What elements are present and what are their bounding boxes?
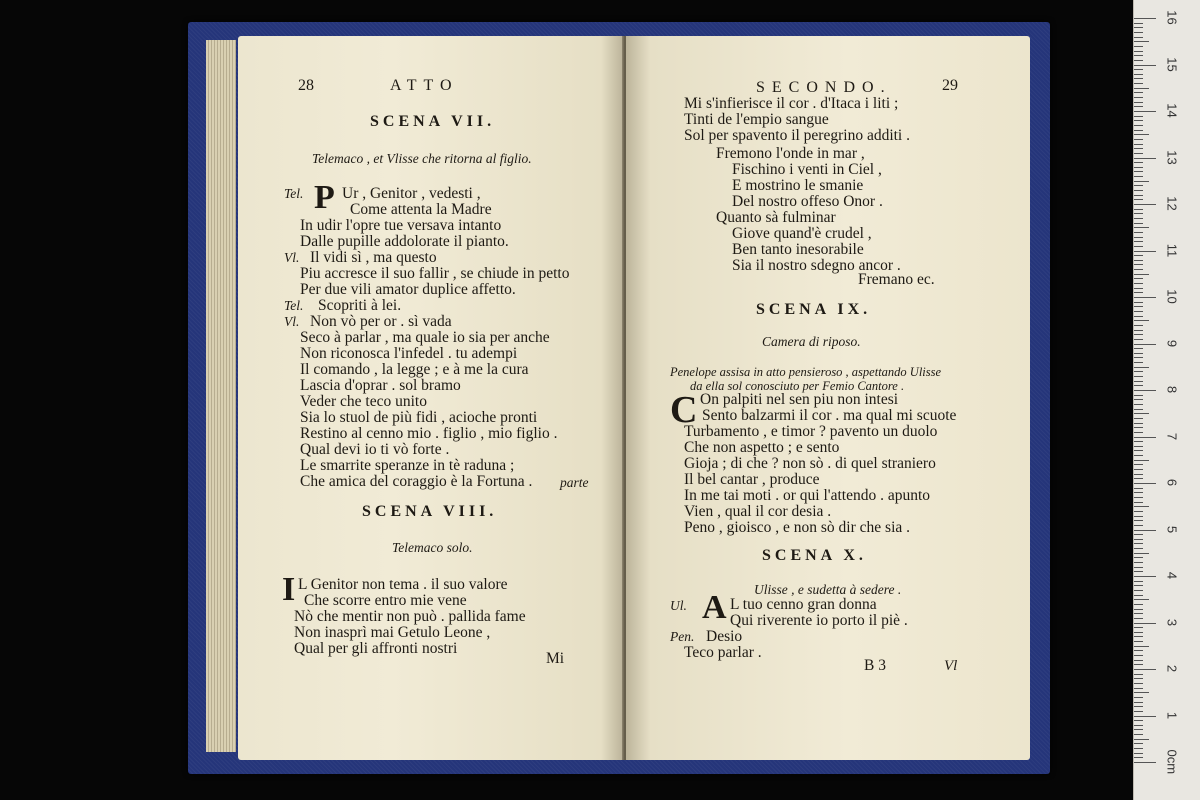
measurement-ruler [1133, 0, 1200, 800]
verse-line: In udir l'opre tue versava intanto [300, 217, 502, 234]
verse-line: Turbamento , e timor ? pavento un duolo [684, 423, 938, 440]
verse-line: Sol per spavento il peregrino additi . [684, 127, 910, 144]
ruler-tick [1134, 669, 1156, 670]
ruler-tick [1134, 260, 1143, 261]
ruler-tick [1134, 753, 1143, 754]
ruler-tick [1134, 185, 1143, 186]
ruler-tick [1134, 483, 1156, 484]
ruler-tick [1134, 450, 1143, 451]
ruler-tick [1134, 650, 1143, 651]
ruler-tick [1134, 278, 1143, 279]
ruler-tick [1134, 427, 1143, 428]
aria-line: Sia il nostro sdegno ancor . [732, 257, 901, 274]
ruler-tick [1134, 664, 1143, 665]
ruler-tick [1134, 469, 1143, 470]
ruler-tick [1134, 120, 1143, 121]
ruler-tick [1134, 376, 1143, 377]
verse-line: Non vò per or . sì vada [310, 313, 452, 330]
ruler-tick [1134, 134, 1149, 135]
ruler-tick [1134, 190, 1143, 191]
aria-line: Giove quand'è crudel , [732, 225, 872, 242]
ruler-tick [1134, 227, 1149, 228]
ruler-tick [1134, 102, 1143, 103]
ruler-label: 5 [1164, 525, 1180, 533]
ruler-tick [1134, 571, 1143, 572]
drop-cap: I [282, 571, 296, 608]
ruler-tick [1134, 762, 1156, 763]
stage-direction: Ulisse , e sudetta à sedere . [754, 582, 902, 597]
aria-da-capo: Fremano ec. [858, 271, 935, 288]
stage-direction: Telemaco , et Vlisse che ritorna al figlio. [312, 151, 532, 166]
verse-line: Seco à parlar , ma quale io sia per anche [300, 329, 550, 346]
ruler-tick [1134, 395, 1143, 396]
ruler-tick [1134, 381, 1143, 382]
ruler-tick [1134, 371, 1143, 372]
ruler-tick [1134, 441, 1143, 442]
ruler-tick [1134, 348, 1143, 349]
verse-line: Vien , qual il cor desia . [684, 503, 832, 520]
ruler-tick [1134, 251, 1156, 252]
ruler-tick [1134, 246, 1143, 247]
verse-line: Il vidi sì , ma questo [310, 249, 437, 266]
ruler-tick [1134, 60, 1143, 61]
ruler-tick [1134, 595, 1143, 596]
ruler-tick [1134, 567, 1143, 568]
ruler-tick [1134, 623, 1156, 624]
aria-line: Quanto sà fulminar [716, 209, 836, 226]
ruler-tick [1134, 585, 1143, 586]
ruler-tick [1134, 325, 1143, 326]
ruler-tick [1134, 478, 1143, 479]
ruler-tick [1134, 297, 1156, 298]
ruler-tick [1134, 627, 1143, 628]
verse-line: Qui riverente io porto il piè . [730, 612, 908, 629]
ruler-tick [1134, 357, 1143, 358]
ruler-tick [1134, 488, 1143, 489]
ruler-tick [1134, 181, 1149, 182]
verse-line: Tinti de l'empio sangue [684, 111, 829, 128]
ruler-tick [1134, 23, 1143, 24]
verse-line: Sento balzarmi il cor . ma qual mi scuote [702, 407, 957, 424]
speaker-label: Vl. [284, 314, 300, 329]
ruler-tick [1134, 711, 1143, 712]
ruler-tick [1134, 548, 1143, 549]
ruler-tick [1134, 302, 1143, 303]
drop-cap: A [702, 589, 727, 626]
ruler-tick [1134, 720, 1143, 721]
ruler-tick [1134, 725, 1143, 726]
ruler-tick [1134, 274, 1149, 275]
ruler-tick [1134, 618, 1143, 619]
ruler-label: 0cm [1164, 749, 1180, 775]
ruler-tick [1134, 106, 1143, 107]
ruler-tick [1134, 734, 1143, 735]
verse-line: Restino al cenno mio . figlio , mio figlio . [300, 425, 558, 442]
ruler-tick [1134, 51, 1143, 52]
ruler-tick [1134, 636, 1143, 637]
stage-direction: Telemaco solo. [392, 540, 473, 555]
ruler-tick [1134, 241, 1143, 242]
ruler-tick [1134, 655, 1143, 656]
ruler-tick [1134, 539, 1143, 540]
ruler-tick [1134, 446, 1143, 447]
ruler-tick [1134, 139, 1143, 140]
scene-heading: SCENA X. [762, 547, 867, 564]
verse-line: Lascia d'oprar . sol bramo [300, 377, 461, 394]
ruler-tick [1134, 32, 1143, 33]
ruler-tick [1134, 204, 1156, 205]
verse-line: Sia lo stuol de più fidi , acioche pronti [300, 409, 538, 426]
speaker-label: Pen. [670, 629, 695, 644]
ruler-tick [1134, 692, 1149, 693]
verse-line: Non inasprì mai Getulo Leone , [294, 624, 491, 641]
catchword: Vl [944, 658, 958, 674]
verse-line: Scopriti à lei. [318, 297, 402, 314]
ruler-tick [1134, 283, 1143, 284]
ruler-tick [1134, 390, 1156, 391]
scene-heading: SCENA VII. [370, 113, 496, 130]
aria-line: Ben tanto inesorabile [732, 241, 864, 258]
ruler-tick [1134, 553, 1149, 554]
ruler-tick [1134, 199, 1143, 200]
speaker-label: Tel. [284, 186, 304, 201]
left-page [238, 36, 624, 760]
ruler-label: 13 [1164, 149, 1180, 165]
ruler-tick [1134, 158, 1156, 159]
ruler-tick [1134, 125, 1143, 126]
ruler-tick [1134, 46, 1143, 47]
ruler-tick [1134, 674, 1143, 675]
page-number: 29 [942, 77, 958, 94]
ruler-tick [1134, 171, 1143, 172]
ruler-tick [1134, 37, 1143, 38]
ruler-tick [1134, 590, 1143, 591]
aria-line: E mostrino le smanie [732, 177, 864, 194]
verse-line: Non riconosca l'infedel . tu adempi [300, 345, 518, 362]
ruler-tick [1134, 455, 1143, 456]
page-number: 28 [298, 77, 314, 94]
ruler-tick [1134, 269, 1143, 270]
drop-cap: P [314, 179, 335, 216]
verse-line: Le smarrite speranze in tè raduna ; [300, 457, 515, 474]
ruler-tick [1134, 330, 1143, 331]
ruler-tick [1134, 660, 1143, 661]
ruler-tick [1134, 702, 1143, 703]
verse-line: Gioja ; di che ? non sò . di quel straniero [684, 455, 936, 472]
ruler-tick [1134, 162, 1143, 163]
ruler-tick [1134, 506, 1149, 507]
verse-line: Il comando , la legge ; e à me la cura [300, 361, 529, 378]
ruler-tick [1134, 41, 1149, 42]
verse-line: On palpiti nel sen piu non intesi [700, 391, 899, 408]
verse-line: Ur , Genitor , vedesti , [342, 185, 481, 202]
ruler-tick [1134, 264, 1143, 265]
catchword: Mi [546, 650, 565, 667]
verse-line: Che amica del coraggio è la Fortuna . [300, 473, 533, 490]
running-head: SECONDO. [756, 79, 892, 96]
ruler-tick [1134, 632, 1143, 633]
ruler-label: 4 [1164, 571, 1180, 580]
ruler-tick [1134, 525, 1143, 526]
page-edges [206, 40, 236, 752]
signature-mark: B 3 [864, 657, 886, 674]
speaker-label: Vl. [284, 250, 300, 265]
verse-line: Veder che teco unito [300, 393, 427, 410]
ruler-tick [1134, 697, 1143, 698]
ruler-tick [1134, 223, 1143, 224]
ruler-tick [1134, 116, 1143, 117]
ruler-tick [1134, 92, 1143, 93]
verse-line: Che scorre entro mie vene [304, 592, 467, 609]
ruler-tick [1134, 557, 1143, 558]
ruler-label: 11 [1164, 243, 1180, 257]
verse-line: Nò che mentir non può . pallida fame [294, 608, 526, 625]
verse-line: In me tai moti . or qui l'attendo . apunto [684, 487, 931, 504]
ruler-tick [1134, 516, 1143, 517]
ruler-tick [1134, 613, 1143, 614]
ruler-tick [1134, 367, 1149, 368]
ruler-tick [1134, 464, 1143, 465]
ruler-tick [1134, 130, 1143, 131]
ruler-tick [1134, 437, 1156, 438]
ruler-tick [1134, 743, 1143, 744]
stage-direction: da ella sol conosciuto per Femio Cantore . [690, 379, 905, 393]
ruler-tick [1134, 576, 1156, 577]
ruler-label: 8 [1164, 385, 1180, 394]
ruler-tick [1134, 27, 1143, 28]
ruler-tick [1134, 320, 1149, 321]
ruler-label: 14 [1164, 103, 1180, 118]
ruler-tick [1134, 409, 1143, 410]
verse-line: Desio [706, 628, 743, 645]
aria-line: Del nostro offeso Onor . [732, 193, 883, 210]
ruler-tick [1134, 581, 1143, 582]
ruler-tick [1134, 729, 1143, 730]
running-head: ATTO [390, 77, 459, 94]
ruler-tick [1134, 339, 1143, 340]
ruler-tick [1134, 209, 1143, 210]
ruler-tick [1134, 288, 1143, 289]
verse-line: Piu accresce il suo fallir , se chiude in petto [300, 265, 570, 282]
ruler-tick [1134, 88, 1149, 89]
ruler-label: 2 [1164, 664, 1180, 673]
verse-line: Come attenta la Madre [350, 201, 492, 218]
ruler-tick [1134, 292, 1143, 293]
drop-cap: C [670, 389, 698, 431]
ruler-tick [1134, 344, 1156, 345]
verse-line: Qual per gli affronti nostri [294, 640, 458, 657]
ruler-tick [1134, 520, 1143, 521]
ruler-tick [1134, 497, 1143, 498]
verse-line: Mi s'infierisce il cor . d'Itaca i liti ; [684, 95, 899, 112]
ruler-label: 10 [1164, 289, 1180, 304]
ruler-label: 1 [1164, 711, 1180, 719]
ruler-tick [1134, 316, 1143, 317]
ruler-tick [1134, 176, 1143, 177]
ruler-tick [1134, 534, 1143, 535]
scene-setting: Camera di riposo. [762, 334, 861, 349]
ruler-tick [1134, 55, 1143, 56]
ruler-label: 7 [1164, 432, 1180, 440]
ruler-label: 9 [1164, 339, 1180, 347]
ruler-tick [1134, 399, 1143, 400]
ruler-tick [1134, 757, 1143, 758]
ruler-tick [1134, 418, 1143, 419]
verse-line: Dalle pupille addolorate il pianto. [300, 233, 509, 250]
ruler-tick [1134, 78, 1143, 79]
scene-heading: SCENA IX. [756, 301, 872, 318]
stage-direction: Penelope assisa in atto pensieroso , aspettando Ulisse [670, 365, 942, 379]
ruler-tick [1134, 218, 1143, 219]
ruler-tick [1134, 111, 1156, 112]
ruler-tick [1134, 213, 1143, 214]
verse-line: Peno , gioisco , e non sò dir che sia . [684, 519, 911, 536]
speaker-label: Tel. [284, 298, 304, 313]
ruler-label: 6 [1164, 478, 1180, 487]
verse-line: Qual devi io ti vò forte . [300, 441, 450, 458]
ruler-tick [1134, 474, 1143, 475]
ruler-tick [1134, 334, 1143, 335]
ruler-tick [1134, 311, 1143, 312]
ruler-tick [1134, 683, 1143, 684]
verse-line: Il bel cantar , produce [684, 471, 820, 488]
ruler-tick [1134, 460, 1149, 461]
ruler-tick [1134, 306, 1143, 307]
ruler-tick [1134, 609, 1143, 610]
ruler-tick [1134, 716, 1156, 717]
ruler-tick [1134, 18, 1156, 19]
ruler-tick [1134, 385, 1143, 386]
ruler-tick [1134, 83, 1143, 84]
ruler-label: 12 [1164, 196, 1180, 211]
scene-heading: SCENA VIII. [362, 503, 498, 520]
ruler-tick [1134, 688, 1143, 689]
speaker-label: Ul. [670, 598, 687, 613]
verse-line: L tuo cenno gran donna [730, 596, 877, 613]
ruler-tick [1134, 153, 1143, 154]
ruler-tick [1134, 599, 1149, 600]
ruler-tick [1134, 604, 1143, 605]
right-page [626, 36, 1030, 760]
aria-line: Fischino i venti in Ciel , [732, 161, 882, 178]
ruler-tick [1134, 148, 1143, 149]
ruler-tick [1134, 237, 1143, 238]
ruler-tick [1134, 144, 1143, 145]
exit-direction: parte [560, 475, 589, 490]
ruler-tick [1134, 65, 1156, 66]
ruler-tick [1134, 195, 1143, 196]
ruler-label: 3 [1164, 618, 1180, 626]
ruler-tick [1134, 739, 1149, 740]
verse-line: Teco parlar . [684, 644, 762, 661]
aria-line: Fremono l'onde in mar , [716, 145, 865, 162]
ruler-tick [1134, 748, 1143, 749]
verse-line: L Genitor non tema . il suo valore [298, 576, 508, 593]
ruler-tick [1134, 74, 1143, 75]
ruler-tick [1134, 641, 1143, 642]
ruler-tick [1134, 706, 1143, 707]
ruler-tick [1134, 404, 1143, 405]
ruler-tick [1134, 423, 1143, 424]
ruler-tick [1134, 502, 1143, 503]
ruler-tick [1134, 353, 1143, 354]
ruler-tick [1134, 69, 1143, 70]
ruler-tick [1134, 232, 1143, 233]
ruler-tick [1134, 167, 1143, 168]
ruler-tick [1134, 413, 1149, 414]
ruler-tick [1134, 530, 1156, 531]
ruler-tick [1134, 646, 1149, 647]
ruler-label: 15 [1164, 56, 1180, 72]
ruler-tick [1134, 97, 1143, 98]
verse-line: Per due vili amator duplice affetto. [300, 281, 516, 298]
ruler-tick [1134, 678, 1143, 679]
ruler-tick [1134, 543, 1143, 544]
ruler-tick [1134, 432, 1143, 433]
ruler-tick [1134, 511, 1143, 512]
ruler-label: 16 [1164, 10, 1180, 25]
ruler-tick [1134, 562, 1143, 563]
ruler-tick [1134, 255, 1143, 256]
ruler-tick [1134, 492, 1143, 493]
verse-line: Che non aspetto ; e sento [684, 439, 840, 456]
ruler-tick [1134, 362, 1143, 363]
